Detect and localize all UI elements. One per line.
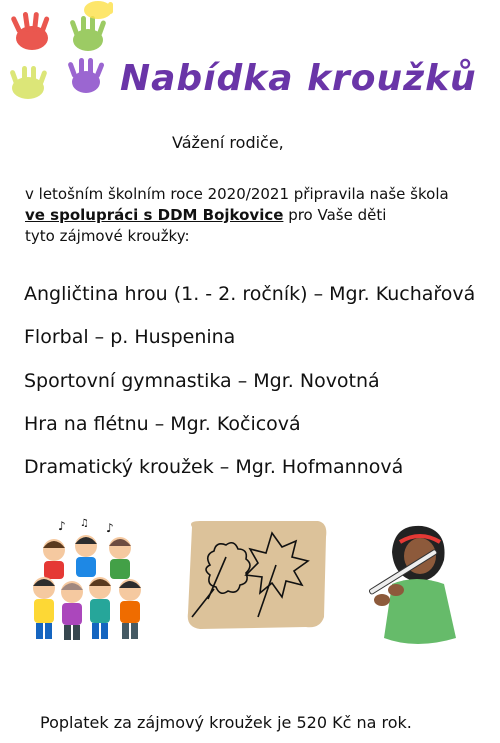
intro-line-1: v letošním školním roce 2020/2021 připravila naše škola: [25, 185, 449, 203]
singing-children-image: [28, 518, 158, 648]
handprints-image: [0, 0, 120, 110]
svg-text:♪: ♪: [106, 521, 114, 535]
intro-line-2: [25, 205, 386, 225]
club-item: Florbal – p. Huspenina: [24, 326, 236, 348]
partner-highlight: ve spolupráci s DDM Bojkovice: [25, 206, 284, 224]
intro-line-3: tyto zájmové kroužky:: [25, 227, 190, 245]
club-item: Angličtina hrou (1. - 2. ročník) – Mgr. Kuchařová: [24, 283, 476, 305]
page-title: Nabídka kroužků: [120, 58, 477, 99]
svg-text:♫: ♫: [80, 518, 89, 529]
fee-notice: Poplatek za zájmový kroužek je 520 Kč na rok.: [40, 713, 412, 732]
flute-player-image: [362, 522, 477, 647]
yellow-green-handprint: [9, 66, 47, 99]
club-item: Hra na flétnu – Mgr. Kočicová: [24, 413, 301, 435]
autumn-leaves-image: [180, 517, 330, 632]
yellow-handprint: [84, 1, 113, 19]
back-row-children: [43, 535, 131, 579]
svg-text:♪: ♪: [58, 519, 66, 533]
red-handprint: [10, 12, 50, 50]
front-row-children: [33, 577, 141, 640]
club-item: Sportovní gymnastika – Mgr. Novotná: [24, 370, 380, 392]
greeting: Vážení rodiče,: [172, 133, 284, 152]
intro-line-2-rest: pro Vaše děti: [283, 206, 387, 224]
purple-handprint: [67, 58, 104, 93]
green-handprint: [69, 16, 106, 51]
club-item: Dramatický kroužek – Mgr. Hofmannová: [24, 456, 404, 478]
